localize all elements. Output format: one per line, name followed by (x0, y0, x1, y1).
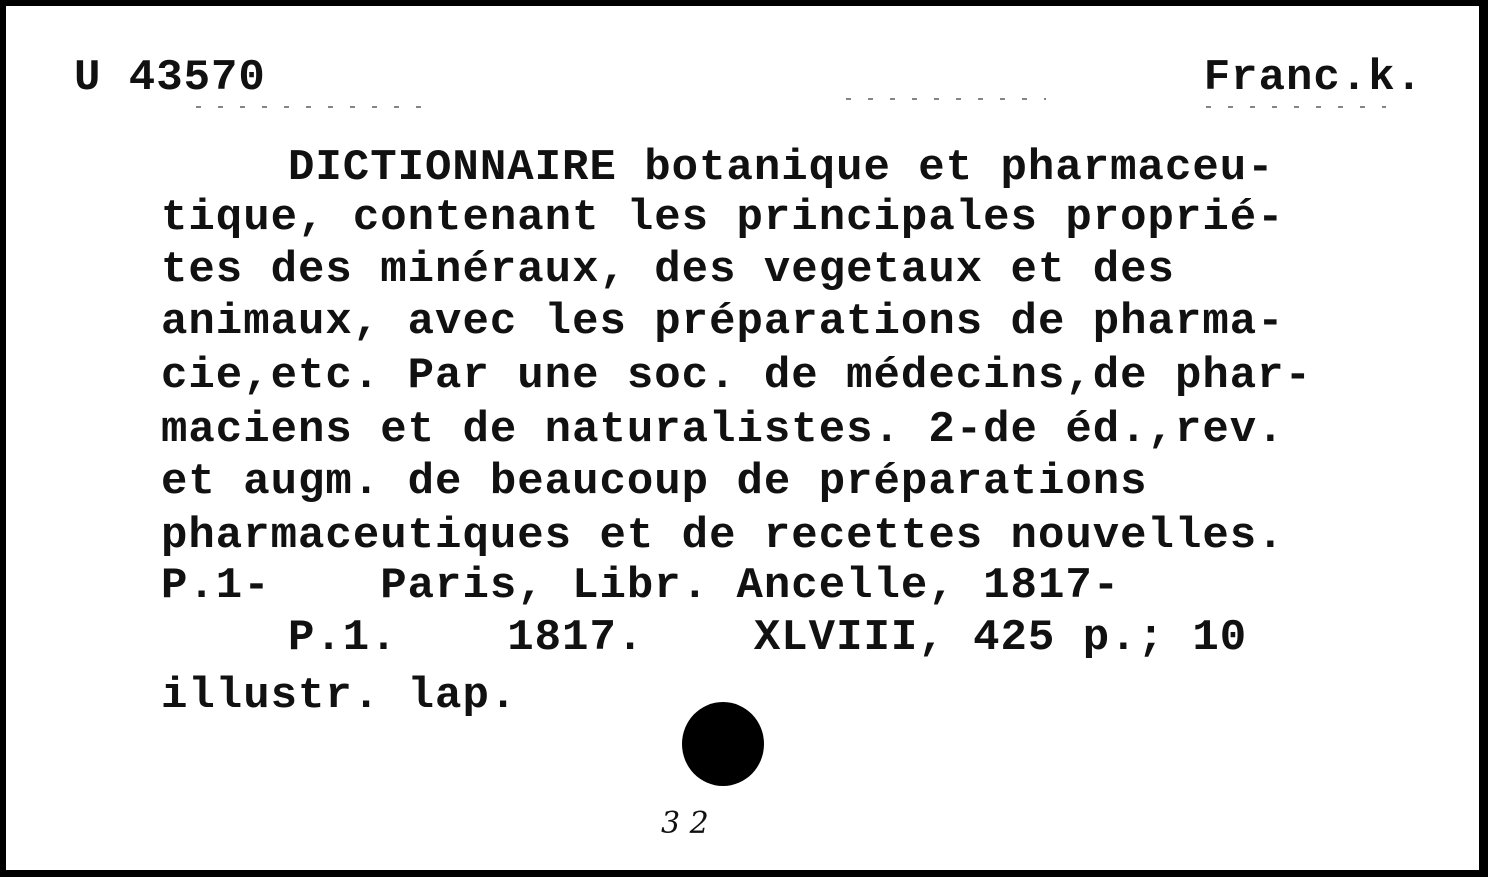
entry-line: et augm. de beaucoup de préparations (161, 457, 1148, 507)
collation-line: illustr. lap. (161, 671, 518, 721)
scan-speckle (1206, 106, 1386, 108)
scan-speckle (846, 98, 1046, 100)
language-code: Franc.k. (1203, 53, 1423, 103)
scan-speckle (196, 106, 426, 108)
entry-line: maciens et de naturalistes. 2-de éd.,rev. (161, 405, 1285, 455)
entry-line: tes des minéraux, des vegetaux et des (161, 245, 1175, 295)
handwritten-note: 3 2 (661, 806, 709, 841)
catalog-card (6, 6, 1479, 870)
entry-line: tique, contenant les principales proprié- (161, 193, 1285, 243)
entry-line: pharmaceutiques et de recettes nouvelles. (161, 511, 1285, 561)
collation-line: P.1. 1817. XLVIII, 425 p.; 10 (288, 613, 1248, 663)
entry-line: cie,etc. Par une soc. de médecins,de phar- (161, 351, 1312, 401)
call-number: U 43570 (74, 53, 266, 103)
entry-line: DICTIONNAIRE botanique et pharmaceu- (288, 143, 1275, 193)
entry-line: animaux, avec les préparations de pharma- (161, 297, 1285, 347)
imprint-line: P.1- Paris, Libr. Ancelle, 1817- (161, 561, 1121, 611)
punch-hole (682, 702, 764, 786)
